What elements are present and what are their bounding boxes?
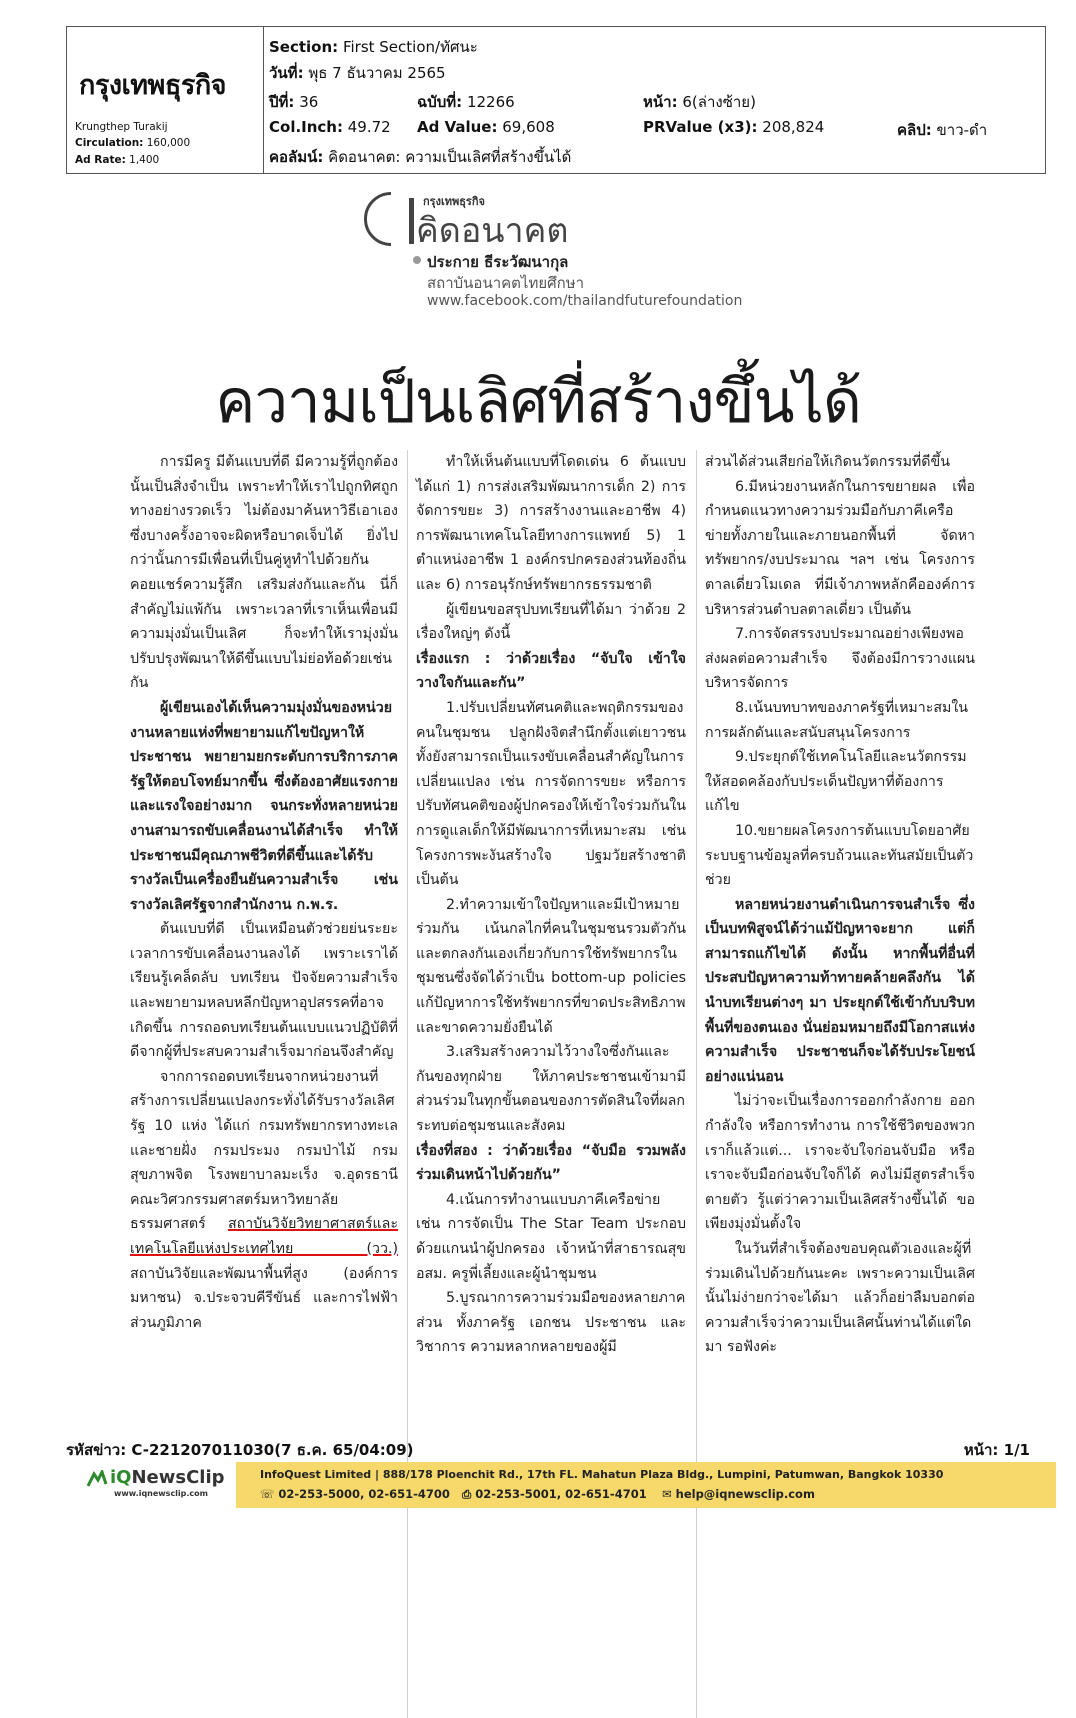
colinch-value: 49.72 xyxy=(347,118,391,136)
subheading: เรื่องที่สอง : ว่าด้วยเรื่อง “จับมือ รวมพลัง ร่วมเดินหน้าไปด้วยกัน” xyxy=(416,1142,686,1184)
ad-rate xyxy=(75,154,159,166)
column-name: คิดอนาคต xyxy=(416,211,569,251)
colinch-label: Col.Inch: xyxy=(269,118,343,136)
issue-value: 12266 xyxy=(466,93,515,111)
column-logo-bar xyxy=(409,198,414,244)
publication-english-name: Krungthep Turakij xyxy=(75,121,168,133)
paragraph-bold: หลายหน่วยงานดำเนินการจนสำเร็จ ซึ่งเป็นบทพิสูจน์ได้ว่าแม้ปัญหาจะยาก แต่ก็สามารถแก้ไขได้ ดังนั้น หากพื้นที่อื่นที่ประสบปัญหาความท้าทายคล้ายคลึงกัน ได้นำบทเรียนต่างๆ มา ประยุกต์ใช้เข้ากับบริบทพื้นที่ของตนเอง นั่นย่อมหมายถึงมีโอกาสแห่งความสำเร็จ ประชาชนก็จะได้รับประโยชน์อย่างแน่นอน xyxy=(705,896,975,1085)
page-counter: หน้า: 1/1 xyxy=(963,1441,1030,1459)
year-field xyxy=(269,90,318,114)
section-value: First Section/ทัศนะ xyxy=(342,38,478,56)
banner-publication: กรุงเทพธุรกิจ xyxy=(423,195,485,208)
publication-panel xyxy=(67,27,264,173)
issue-field xyxy=(417,90,515,114)
paragraph: 4.เน้นการทำงานแบบภาคีเครือข่าย เช่น การจัดเป็น The Star Team ประกอบด้วยแกนนำผู้ปกครอง เจ้าหน้าที่สาธารณสุข อสม. ครูพี่เลี้ยงและผู้นำชุมชน xyxy=(416,1191,686,1282)
ad-value-field xyxy=(417,118,555,136)
circulation-label: Circulation: xyxy=(75,137,144,149)
year-label: ปีที่: xyxy=(269,93,295,111)
paragraph: ผู้เขียนขอสรุปบทเรียนที่ได้มา ว่าด้วย 2 เรื่องใหญ่ๆ ดังนี้ xyxy=(416,601,686,643)
publication-logo: กรุงเทพธุรกิจ xyxy=(79,70,227,101)
ad-value-value: 69,608 xyxy=(502,118,555,136)
issue-label: ฉบับที่: xyxy=(417,93,463,111)
circulation xyxy=(75,137,190,149)
column-field xyxy=(269,145,571,169)
column-label: คอลัมน์: xyxy=(269,148,324,166)
paragraph: 2.ทำความเข้าใจปัญหาและมีเป้าหมายร่วมกัน เน้นกลไกที่คนในชุมชนรวมตัวกันและตกลงกันเองเกี่ยวกับการใช้ทรัพยากรในชุมชนซึ่งจัดได้ว่าเป็น bottom-up policies แก้ปัญหาการใช้ทรัพยากรที่ขาดประสิทธิภาพและขาดความยั่งยืนได้ xyxy=(416,896,686,1036)
article-headline: ความเป็นเลิศที่สร้างขึ้นได้ xyxy=(215,367,861,437)
pr-value-value: 208,824 xyxy=(762,118,825,136)
date-field xyxy=(269,61,446,85)
year-value: 36 xyxy=(299,93,319,111)
paragraph: 3.เสริมสร้างความไว้วางใจซึ่งกันและกันของทุกฝ่าย ให้ภาคประชาชนเข้ามามีส่วนร่วมในทุกขั้นตอนของการตัดสินใจที่ผลกระทบต่อชุมชนและสังคม xyxy=(416,1044,686,1135)
clipping-header xyxy=(66,26,1046,174)
pr-value-field xyxy=(643,118,824,136)
paragraph: 7.การจัดสรรงบประมาณอย่างเพียงพอส่งผลต่อความสำเร็จ จึงต้องมีการวางแผนบริหารจัดการ xyxy=(705,626,975,692)
paragraph: ไม่ว่าจะเป็นเรื่องการออกกำลังกาย ออกกำลังใจ หรือการทำงาน การใช้ชีวิตของพวกเราก็แล้วแต่... เราจะจับใจก่อนจับมือ หรือเราจะจับมือก่อนจับใจก็ได้ คงไม่มีสูตรสำเร็จตายตัว รู้แต่ว่าความเป็นเลิศสร้างขึ้นได้ ขอเพียงมุ่งมั่นตั้งใจ xyxy=(705,1093,975,1233)
logo-newsclip: NewsClip xyxy=(131,1467,225,1488)
section-label: Section: xyxy=(269,38,339,56)
colinch-field xyxy=(269,118,391,136)
bullet-dot-icon xyxy=(413,256,421,264)
subheading: เรื่องแรก : ว่าด้วยเรื่อง “จับใจ เข้าใจ วางใจกันและกัน” xyxy=(416,650,686,692)
column-divider xyxy=(407,450,408,1718)
paragraph: 1.ปรับเปลี่ยนทัศนคติและพฤติกรรมของคนในชุมชน ปลูกฝังจิตสำนึกตั้งแต่เยาวชน ทั้งยังสามารถเป็นแรงขับเคลื่อนสำคัญในการเปลี่ยนแปลง เช่น การจัดการขยะ หรือการปรับทัศนคติของผู้ปกครองให้เข้าใจร่วมกันในการดูแลเด็กให้มีพัฒนาการที่เหมาะสม เช่น โครงการพะงันสร้างใจ ปฐมวัยสร้างชาติ เป็นต้น xyxy=(416,699,686,889)
ad-rate-value: 1,400 xyxy=(129,154,160,166)
paragraph-text: สถาบันวิจัยและพัฒนาพื้นที่สูง (องค์การมหาชน) จ.ประจวบคีรีขันธ์ และการไฟฟ้าส่วนภูมิภาค xyxy=(130,1265,398,1331)
paragraph: ต้นแบบที่ดี เป็นเหมือนตัวช่วยย่นระยะเวลาการขับเคลื่อนงานลงได้ เพราะเราได้เรียนรู้เคล็ดลับ บทเรียน ปัจจัยความสำเร็จและพยายามหลบหลีกปัญหาอุปสรรคที่อาจเกิดขึ้น การถอดบทเรียนต้นแบบแนวปฏิบัติที่ดีจากผู้ที่ประสบความสำเร็จมาก่อนจึงสำคัญ xyxy=(130,921,398,1061)
author-institute: สถาบันอนาคตไทยศึกษา xyxy=(427,274,585,292)
paragraph: 6.มีหน่วยงานหลักในการขยายผล เพื่อกำหนดแนวทางความร่วมมือกับภาคีเครือข่ายทั้งภายในและภายนอกพื้นที่ จัดหาทรัพยากร/งบประมาณ ฯลฯ เช่น โครงการตาลเดี่ยวโมเดล ที่มีเจ้าภาพหลักคือองค์การบริหารส่วนตำบลตาลเดี่ยว เป็นต้น xyxy=(705,478,975,618)
article-column-1 xyxy=(130,450,398,1335)
paragraph: 9.ประยุกต์ใช้เทคโนโลยีและนวัตกรรมให้สอดคล้องกับประเด็นปัญหาที่ต้องการแก้ไข xyxy=(705,749,967,815)
paragraph: ทำให้เห็นต้นแบบที่โดดเด่น 6 ต้นแบบ ได้แก่ 1) การส่งเสริมพัฒนาการเด็ก 2) การจัดการขยะ 3) การสร้างงานและอาชีพ 4) การพัฒนาเทคโนโลยีทางการแพทย์ 5) 1 ตำแหน่งอาชีพ 1 องค์กรปกครองส่วนท้องถิ่น และ 6) การอนุรักษ์ทรัพยากรธรรมชาติ xyxy=(416,454,686,593)
paragraph-bold: ผู้เขียนเองได้เห็นความมุ่งมั่นของหน่วยงานหลายแห่งที่พยายามแก้ไขปัญหาให้ประชาชน พยายามยกระดับการบริการภาครัฐให้ตอบโจทย์มากขึ้น ซึ่งต้องอาศัยแรงกายและแรงใจอย่างมาก จนกระทั่งหลายหน่วยงานสามารถขับเคลื่อนงานได้สำเร็จ ทำให้ประชาชนมีคุณภาพชีวิตที่ดีขึ้นและได้รับรางวัลเป็นเครื่องยืนยันความสำเร็จ เช่น รางวัลเลิศรัฐจากสำนักงาน ก.พ.ร. xyxy=(130,699,398,913)
clip-label: คลิป: xyxy=(897,121,932,139)
iqnewsclip-url: www.iqnewsclip.com xyxy=(114,1489,209,1498)
paragraph: 10.ขยายผลโครงการต้นแบบโดยอาศัยระบบฐานข้อมูลที่ครบถ้วนและทันสมัยเป็นตัวช่วย xyxy=(705,822,974,889)
pr-value-label: PRValue (x3): xyxy=(643,118,758,136)
author-name: ประกาย ธีระวัฒนากุล xyxy=(427,253,569,271)
paragraph: 8.เน้นบทบาทของภาครัฐที่เหมาะสมในการผลักดันและสนับสนุนโครงการ xyxy=(705,699,968,741)
page-field xyxy=(643,90,756,114)
section-field xyxy=(269,35,478,59)
paragraph-text: จากการถอดบทเรียนจากหน่วยงานที่สร้างการเปลี่ยนแปลงกระทั่งได้รับรางวัลเลิศรัฐ 10 แห่ง ได้แก่ กรมทรัพยากรทางทะเลและชายฝั่ง กรมประมง กรมป่าไม้ กรมสุขภาพจิต โรงพยาบาลมะเร็ง จ.อุดรธานี คณะวิศวกรรมศาสตร์มหาวิทยาลัยธรรมศาสตร์ xyxy=(130,1068,398,1233)
clip-value: ขาว-ดำ xyxy=(936,121,988,139)
author-url: www.facebook.com/thailandfuturefoundation xyxy=(427,293,743,309)
circulation-value: 160,000 xyxy=(146,137,191,149)
news-code: รหัสข่าว: C-221207011030(7 ธ.ค. 65/04:09) xyxy=(66,1441,414,1459)
iqnewsclip-logo-icon xyxy=(86,1470,108,1488)
phone-number: ☏ 02-253-5000, 02-651-4700 xyxy=(260,1487,450,1501)
ad-rate-label: Ad Rate: xyxy=(75,154,126,166)
highlighted-organization: สถาบันวิจัยวิทยาศาสตร์และเทคโนโลยีแห่งประเทศไทย (วว.) xyxy=(130,1216,398,1257)
logo-iq: iQ xyxy=(110,1467,132,1488)
article-column-3 xyxy=(705,450,975,1360)
company-address: InfoQuest Limited | 888/178 Ploenchit Rd., 17th FL. Mahatun Plaza Bldg., Lumpini, Patumwan, Bangkok 10330 xyxy=(260,1468,944,1481)
ad-value-label: Ad Value: xyxy=(417,118,498,136)
page-label: หน้า: xyxy=(643,93,678,111)
paragraph: ส่วนได้ส่วนเสียก่อให้เกิดนวัตกรรมที่ดีขึ้น xyxy=(705,454,950,470)
page-value: 6(ล่างซ้าย) xyxy=(682,93,756,111)
paragraph: 5.บูรณาการความร่วมมือของหลายภาคส่วน ทั้งภาครัฐ เอกชน ประชาชน และวิชาการ ความหลากหลายของผู้มี xyxy=(416,1290,686,1356)
clip-field xyxy=(897,118,987,142)
column-value: คิดอนาคต: ความเป็นเลิศที่สร้างขึ้นได้ xyxy=(328,148,572,166)
paragraph: การมีครู มีต้นแบบที่ดี มีความรู้ที่ถูกต้องนั้นเป็นสิ่งจำเป็น เพราะทำให้เราไปถูกทิศถูกทางอย่างรวดเร็ว ไม่ต้องมาค้นหาวิธีเอาเอง ซึ่งบางครั้งอาจจะผิดหรือบาดเจ็บได้ ยิ่งไปกว่านั้นการมีเพื่อนที่เป็นคู่หูทำไปด้วยกัน คอยแชร์ความรู้สึก เสริมส่งกันและกัน นี่ก็สำคัญไม่แพ้กัน เพราะเวลาที่เราเห็นเพื่อนมีความมุ่งมั่นเป็นเลิศ ก็จะทำให้เรามุ่งมั่นปรับปรุงพัฒนาให้ดีขึ้นแบบไม่ย่อท้อด้วยเช่นกัน xyxy=(130,454,398,692)
column-divider xyxy=(696,450,697,1718)
paragraph: ในวันที่สำเร็จต้องขอบคุณตัวเองและผู้ที่ร่วมเดินไปด้วยกันนะคะ เพราะความเป็นเลิศนั้นไม่ง่ายกว่าจะได้มา แล้วก็อย่าลืมบอกต่อความสำเร็จว่าความเป็นเลิศนั้นท่านได้แต่ใดมา รอฟังค่ะ xyxy=(705,1241,975,1356)
paragraph xyxy=(130,1065,398,1336)
fax-number: ⎙ 02-253-5001, 02-651-4701 xyxy=(462,1487,647,1501)
article-column-2 xyxy=(416,450,686,1360)
date-value: พุธ 7 ธันวาคม 2565 xyxy=(308,64,446,82)
iqnewsclip-logo xyxy=(110,1467,225,1488)
date-label: วันที่: xyxy=(269,64,304,82)
email-link[interactable]: ✉ help@iqnewsclip.com xyxy=(662,1487,815,1501)
